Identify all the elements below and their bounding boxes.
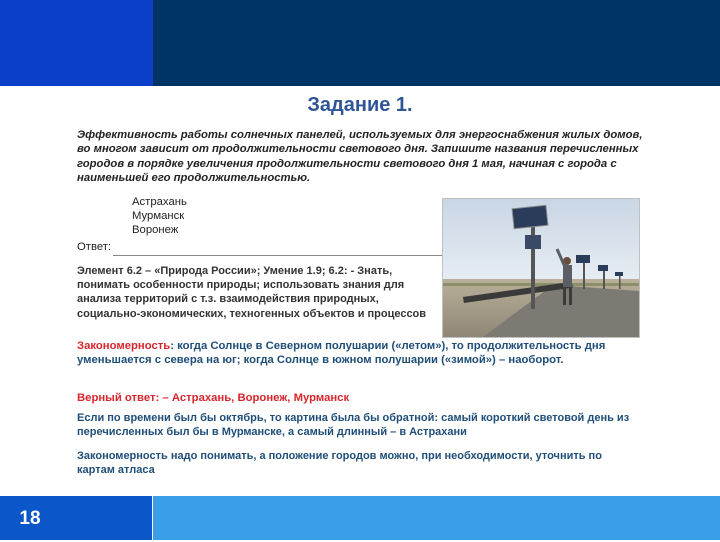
city-item: Мурманск [132,210,185,222]
city-item: Воронеж [132,224,179,236]
law-text: : когда Солнце в Северном полушарии («летом»), то продолжительность дня уменьшается с севера на юг; когда Солнце в южном полушарии («зимой») – наоборот. [77,340,606,367]
page-number: 18 [19,508,41,529]
atlas-note: Закономерность надо понимать, а положение городов можно, при необходимости, уточнить по картам атласа [77,450,602,477]
correct-answer [77,392,637,404]
correct-label: Верный ответ: [77,392,160,404]
city-list [132,195,187,237]
slide-content [70,90,650,490]
city-item: Астрахань [132,196,187,208]
answer-line [113,255,443,256]
correct-text: – Астрахань, Воронеж, Мурманск [159,392,350,404]
solar-panel-photo [442,198,640,338]
element-description: Элемент 6.2 – «Природа России»; Умение 1.9; 6.2: - Знать, понимать особенности природы; использовать знания для анализа территорий с т.з. взаимодействия природных, социально-экономических, техногенных объектов и процессов [77,265,427,320]
task-intro: Эффективность работы солнечных панелей, используемых для энергоснабжения жилых домов, во многом зависит от продолжительности светового дня. Запишите названия перечисленных городов в порядке увеличения продолжительности светового дня 1 мая, начиная с города с наименьшей его продолжительностью. [77,129,643,185]
law-label: Закономерность [77,340,171,352]
october-note: Если по времени был бы октябрь, то картина была бы обратной: самый короткий световой день из перечисленных был бы в Мурманске, а самый длинный – в Астрахани [77,412,630,439]
answer-label: Ответ: [77,241,112,253]
header-accent-block [0,0,153,86]
law-paragraph [77,339,637,367]
slide-title: Задание 1. [307,94,413,116]
